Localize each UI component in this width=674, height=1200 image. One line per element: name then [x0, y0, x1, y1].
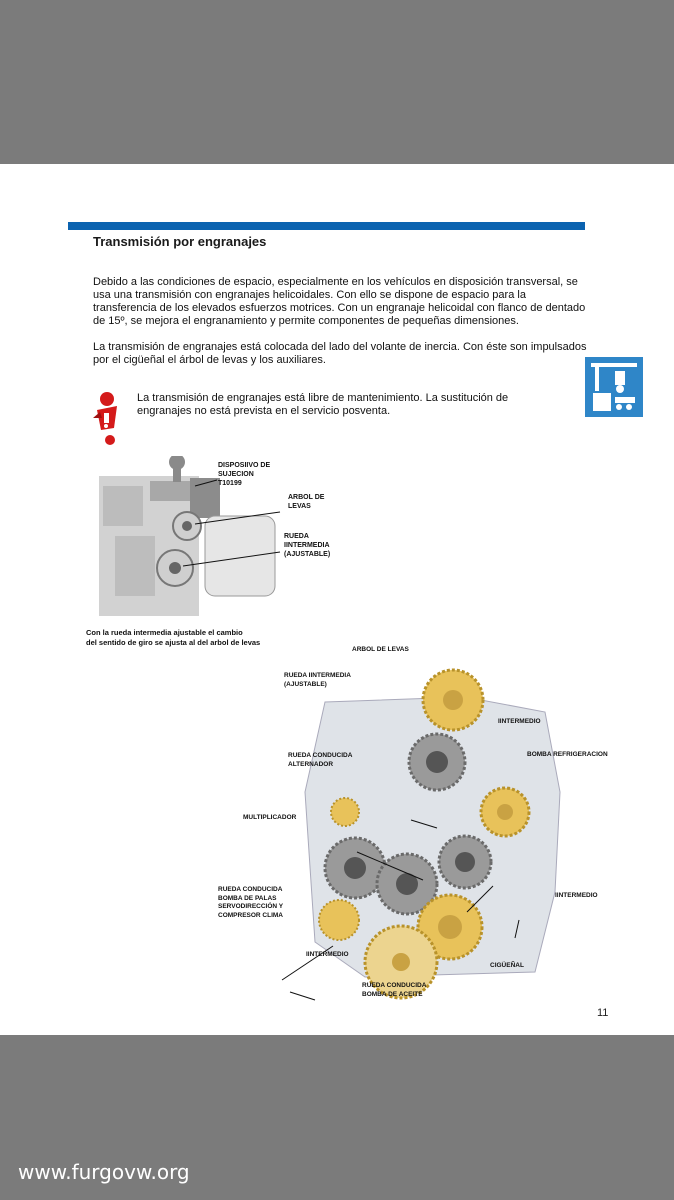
label-intermedio-bottom: IINTERMEDIO [306, 951, 349, 958]
gear-multiplier [325, 838, 385, 898]
page-number: 11 [597, 1007, 609, 1019]
gear-alternator [331, 798, 359, 826]
site-watermark: www.furgovw.org [18, 1160, 190, 1184]
label-intermedio-right: IINTERMEDIO [555, 892, 598, 899]
label-oil-pump: RUEDA CONDUCIDA BOMBA DE ACEITE [362, 982, 427, 998]
label-coolant-pump: BOMBA REFRIGERACION [527, 751, 608, 758]
photo-caption: Con la rueda intermedia ajustable el cambio del sentido de giro se ajusta al del arbol de levas [86, 628, 261, 647]
label-idler: RUEDA IINTERMEDIA (AJUSTABLE) [284, 533, 331, 558]
label-crankshaft: CIGÜEÑAL [490, 962, 524, 969]
paragraph-1: Debido a las condiciones de espacio, especialmente en los vehículos en disposición transversal, se usa una transmisión con engranajes helicoidales. Con ello se dispone de espacio para la transferencia de los elevados esfuerzos motrices. Con un engranaje helicoidal con flanco de dentado de 15º, se mejora el engranamiento y permite componentes de pequeñas dimensiones. [93, 276, 586, 327]
gear-steering-pump [319, 900, 359, 940]
document-page [0, 164, 674, 1035]
title-bar [68, 222, 585, 230]
label-intermedio-top: IINTERMEDIO [498, 718, 541, 725]
gear-coolant-pump [481, 788, 529, 836]
gear-camshaft [423, 670, 483, 730]
workshop-icon [585, 357, 643, 417]
warning-icon [88, 388, 126, 446]
label-camshaft: ARBOL DE LEVAS [288, 494, 325, 510]
label-camshaft-diagram: ARBOL DE LEVAS [352, 646, 409, 653]
label-idler-adjustable: RUEDA IINTERMEDIA (AJUSTABLE) [284, 672, 351, 688]
label-multiplier: MULTIPLICADOR [243, 814, 297, 821]
label-alternator: RUEDA CONDUCIDA ALTERNADOR [288, 752, 353, 768]
gear-intermedio-right [439, 836, 491, 888]
label-steering-pump: RUEDA CONDUCIDA BOMBA DE PALAS SERVODIRECCIÓN Y COMPRESOR CLIMA [218, 886, 284, 919]
paragraph-2: La transmisión de engranajes está colocada del lado del volante de inercia. Con éste son impulsados por el cigüeñal el árbol de levas y los auxiliares. [93, 341, 587, 366]
gear-idler-adjustable [409, 734, 465, 790]
label-device: DISPOSIIVO DE SUJECION T10199 [218, 462, 271, 487]
section-title: Transmisión por engranajes [93, 234, 267, 249]
maintenance-note: La transmisión de engranajes está libre de mantenimiento. La sustitución de engranajes no está prevista en el servicio posventa. [137, 392, 509, 417]
